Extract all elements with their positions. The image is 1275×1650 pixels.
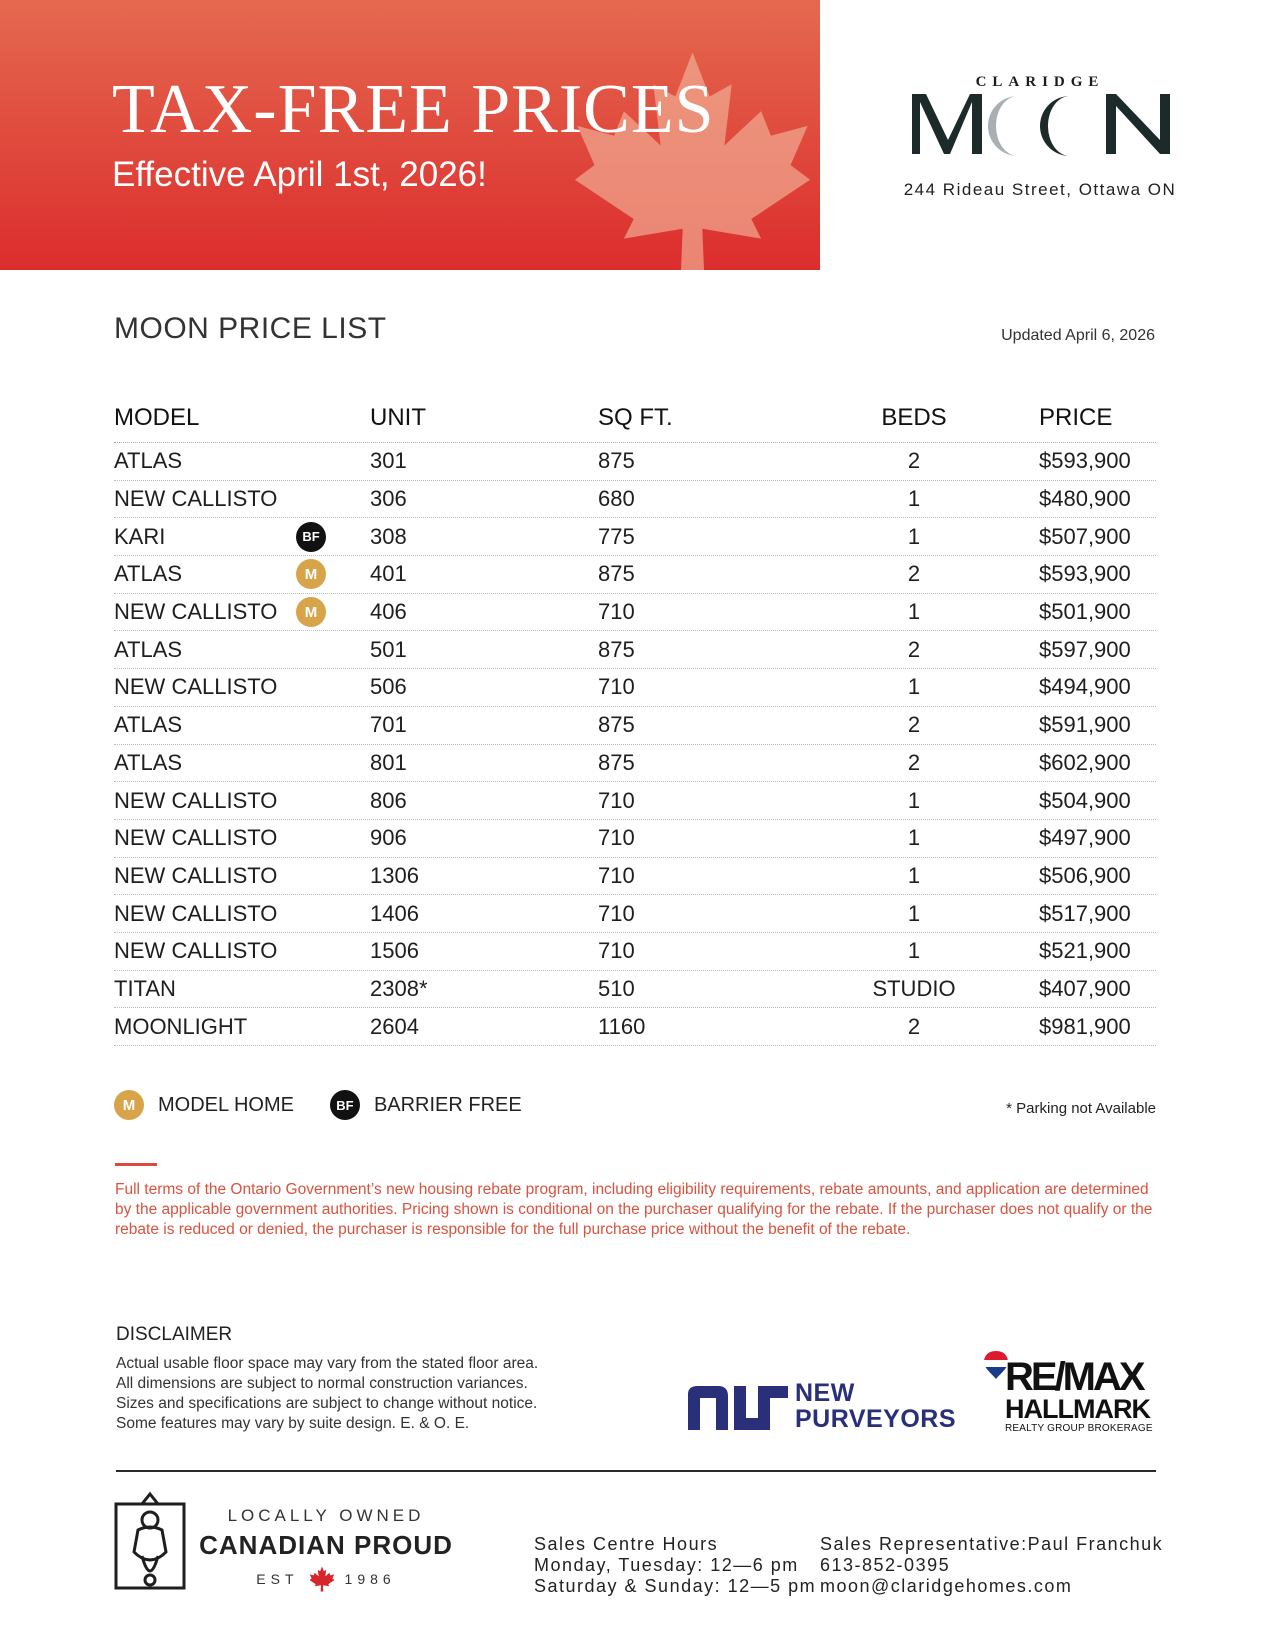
- price-table: [114, 393, 1156, 1046]
- unit-cell: 501: [370, 636, 407, 662]
- red-divider: [115, 1163, 157, 1166]
- model-cell: ATLAS: [114, 749, 183, 775]
- updated-date: Updated April 6, 2026: [1001, 327, 1155, 344]
- price-cell: $593,900: [1039, 448, 1131, 474]
- price-cell: $981,900: [1039, 1013, 1131, 1039]
- beds-cell: 2: [907, 1013, 921, 1039]
- model-cell: NEW CALLISTO: [114, 674, 278, 700]
- beds-cell: 2: [907, 749, 921, 775]
- disclaimer-line: Some features may vary by suite design. E. & O. E.: [116, 1415, 470, 1432]
- beds-cell: 1: [907, 599, 921, 625]
- unit-cell: 401: [370, 561, 407, 587]
- sqft-cell: 875: [598, 448, 635, 474]
- price-cell: $602,900: [1039, 749, 1131, 775]
- model-cell: ATLAS: [114, 561, 183, 587]
- table-row: [114, 1008, 1156, 1046]
- banner-subtitle: Effective April 1st, 2026!: [112, 155, 487, 194]
- maple-leaf-icon: [309, 1566, 335, 1592]
- table-row: [114, 556, 1156, 594]
- model-home-badge: M: [114, 1090, 144, 1120]
- disclaimer-title: DISCLAIMER: [116, 1324, 233, 1345]
- beds-cell: STUDIO: [872, 975, 956, 1001]
- unit-cell: 308: [370, 523, 407, 549]
- model-home-badge: M: [296, 559, 326, 589]
- model-cell: NEW CALLISTO: [114, 787, 278, 813]
- door-knocker-icon: [112, 1490, 188, 1594]
- barrier-free-badge: BF: [296, 522, 326, 552]
- barrier-free-label: BARRIER FREE: [373, 1093, 522, 1116]
- table-row: [114, 518, 1156, 556]
- table-row: [114, 782, 1156, 820]
- beds-cell: 2: [907, 712, 921, 738]
- unit-cell: 701: [370, 712, 407, 738]
- disclaimer-line: Actual usable floor space may vary from the stated floor area.: [116, 1355, 539, 1372]
- beds-cell: 1: [907, 862, 921, 888]
- table-row: [114, 594, 1156, 632]
- rebate-notice: Full terms of the Ontario Government’s new housing rebate program, including eligibility requirements, rebate amounts, and application are determined by the applicable government authorities. Pricing shown is conditional on the purchaser qualifying for the rebate. If the purchaser does not qualify or the rebate is reduced or denied, the purchaser is responsible for the full purchase price without the benefit of the rebate.: [115, 1181, 1153, 1238]
- sqft-cell: 710: [598, 599, 635, 625]
- locally-owned-text: LOCALLY OWNED: [227, 1506, 425, 1525]
- model-cell: ATLAS: [114, 448, 183, 474]
- hours-weekday: Monday, Tuesday: 12—6 pm: [534, 1555, 799, 1575]
- model-cell: NEW CALLISTO: [114, 599, 278, 625]
- parking-note: * Parking not Available: [1006, 1100, 1156, 1117]
- price-cell: $591,900: [1039, 712, 1131, 738]
- price-cell: $507,900: [1039, 523, 1131, 549]
- banner-title: TAX-FREE PRICES: [112, 71, 715, 148]
- beds-cell: 1: [907, 674, 921, 700]
- header-model: MODEL: [114, 403, 200, 431]
- beds-cell: 1: [907, 938, 921, 964]
- header-beds: BEDS: [881, 403, 947, 431]
- sqft-cell: 875: [598, 749, 635, 775]
- sqft-cell: 775: [598, 523, 635, 549]
- header-price: PRICE: [1039, 403, 1113, 431]
- unit-cell: 2604: [370, 1013, 419, 1039]
- unit-cell: 1506: [370, 938, 419, 964]
- beds-cell: 1: [907, 486, 921, 512]
- model-cell: TITAN: [114, 975, 176, 1001]
- rep-phone: 613-852-0395: [820, 1555, 951, 1575]
- sqft-cell: 680: [598, 486, 635, 512]
- unit-cell: 806: [370, 787, 407, 813]
- model-cell: NEW CALLISTO: [114, 825, 278, 851]
- unit-cell: 1406: [370, 900, 419, 926]
- header-sqft: SQ FT.: [598, 403, 673, 431]
- sales-representative: [820, 1534, 1163, 1597]
- sqft-cell: 710: [598, 825, 635, 851]
- moon-logo: [910, 90, 1180, 160]
- sqft-cell: 710: [598, 900, 635, 926]
- price-cell: $597,900: [1039, 636, 1131, 662]
- table-row: [114, 895, 1156, 933]
- table-row: [114, 971, 1156, 1009]
- sqft-cell: 710: [598, 862, 635, 888]
- model-cell: ATLAS: [114, 712, 183, 738]
- table-header-row: [114, 393, 1156, 443]
- sqft-cell: 710: [598, 938, 635, 964]
- address: 244 Rideau Street, Ottawa ON: [903, 180, 1177, 199]
- disclaimer-text: [116, 1354, 636, 1434]
- unit-cell: 301: [370, 448, 407, 474]
- beds-cell: 2: [907, 561, 921, 587]
- table-row: [114, 858, 1156, 896]
- sqft-cell: 710: [598, 674, 635, 700]
- table-row: [114, 933, 1156, 971]
- est-label: EST: [256, 1571, 299, 1587]
- table-row: [114, 443, 1156, 481]
- model-cell: NEW CALLISTO: [114, 486, 278, 512]
- price-cell: $521,900: [1039, 938, 1131, 964]
- established-line: [196, 1566, 456, 1592]
- new-purveyors-logo-mark: [688, 1382, 788, 1432]
- sqft-cell: 710: [598, 787, 635, 813]
- price-cell: $497,900: [1039, 825, 1131, 851]
- rep-email[interactable]: moon@claridgehomes.com: [820, 1576, 1073, 1596]
- unit-cell: 801: [370, 749, 407, 775]
- price-cell: $494,900: [1039, 674, 1131, 700]
- unit-cell: 306: [370, 486, 407, 512]
- model-cell: NEW CALLISTO: [114, 900, 278, 926]
- beds-cell: 2: [907, 636, 921, 662]
- sqft-cell: 1160: [598, 1013, 646, 1039]
- remax-logo: RE/MAX HALLMARK REALTY GROUP BROKERAGE: [1005, 1355, 1153, 1434]
- brand-claridge: CLARIDGE: [975, 74, 1105, 90]
- model-home-badge: M: [296, 597, 326, 627]
- model-cell: KARI: [114, 523, 166, 549]
- model-cell: ATLAS: [114, 636, 183, 662]
- beds-cell: 1: [907, 825, 921, 851]
- table-row: [114, 745, 1156, 783]
- table-row: [114, 820, 1156, 858]
- price-list-title: MOON PRICE LIST: [114, 312, 387, 345]
- unit-cell: 1306: [370, 862, 419, 888]
- price-cell: $517,900: [1039, 900, 1131, 926]
- disclaimer-line: Sizes and specifications are subject to change without notice.: [116, 1395, 538, 1412]
- sqft-cell: 875: [598, 712, 635, 738]
- footer-divider: [116, 1470, 1156, 1472]
- beds-cell: 1: [907, 523, 921, 549]
- model-cell: MOONLIGHT: [114, 1013, 248, 1039]
- hours-title: Sales Centre Hours: [534, 1534, 719, 1554]
- disclaimer-line: All dimensions are subject to normal construction variances.: [116, 1375, 528, 1392]
- hours-weekend: Saturday & Sunday: 12—5 pm: [534, 1576, 817, 1596]
- barrier-free-badge: BF: [330, 1090, 360, 1120]
- table-row: [114, 707, 1156, 745]
- est-year: 1986: [344, 1571, 396, 1587]
- unit-cell: 506: [370, 674, 407, 700]
- price-cell: $407,900: [1039, 975, 1131, 1001]
- sqft-cell: 875: [598, 636, 635, 662]
- sqft-cell: 510: [598, 975, 635, 1001]
- new-purveyors-logo-text: NEW PURVEYORS: [795, 1379, 957, 1433]
- beds-cell: 1: [907, 787, 921, 813]
- price-cell: $480,900: [1039, 486, 1131, 512]
- unit-cell: 2308*: [370, 975, 428, 1001]
- table-body: [114, 443, 1156, 1046]
- price-cell: $506,900: [1039, 862, 1131, 888]
- table-row: [114, 481, 1156, 519]
- model-cell: NEW CALLISTO: [114, 938, 278, 964]
- beds-cell: 2: [907, 448, 921, 474]
- unit-cell: 406: [370, 599, 407, 625]
- model-cell: NEW CALLISTO: [114, 862, 278, 888]
- header-unit: UNIT: [370, 403, 426, 431]
- canadian-proud-text: CANADIAN PROUD: [199, 1530, 453, 1560]
- beds-cell: 1: [907, 900, 921, 926]
- table-row: [114, 631, 1156, 669]
- price-cell: $504,900: [1039, 787, 1131, 813]
- sales-centre-hours: [534, 1534, 816, 1597]
- sqft-cell: 875: [598, 561, 635, 587]
- price-cell: $501,900: [1039, 599, 1131, 625]
- table-row: [114, 669, 1156, 707]
- promo-banner: [0, 0, 820, 270]
- model-home-label: MODEL HOME: [158, 1093, 294, 1116]
- unit-cell: 906: [370, 825, 407, 851]
- rep-name: Sales Representative:Paul Franchuk: [820, 1534, 1164, 1554]
- legend: [114, 1090, 522, 1120]
- price-cell: $593,900: [1039, 561, 1131, 587]
